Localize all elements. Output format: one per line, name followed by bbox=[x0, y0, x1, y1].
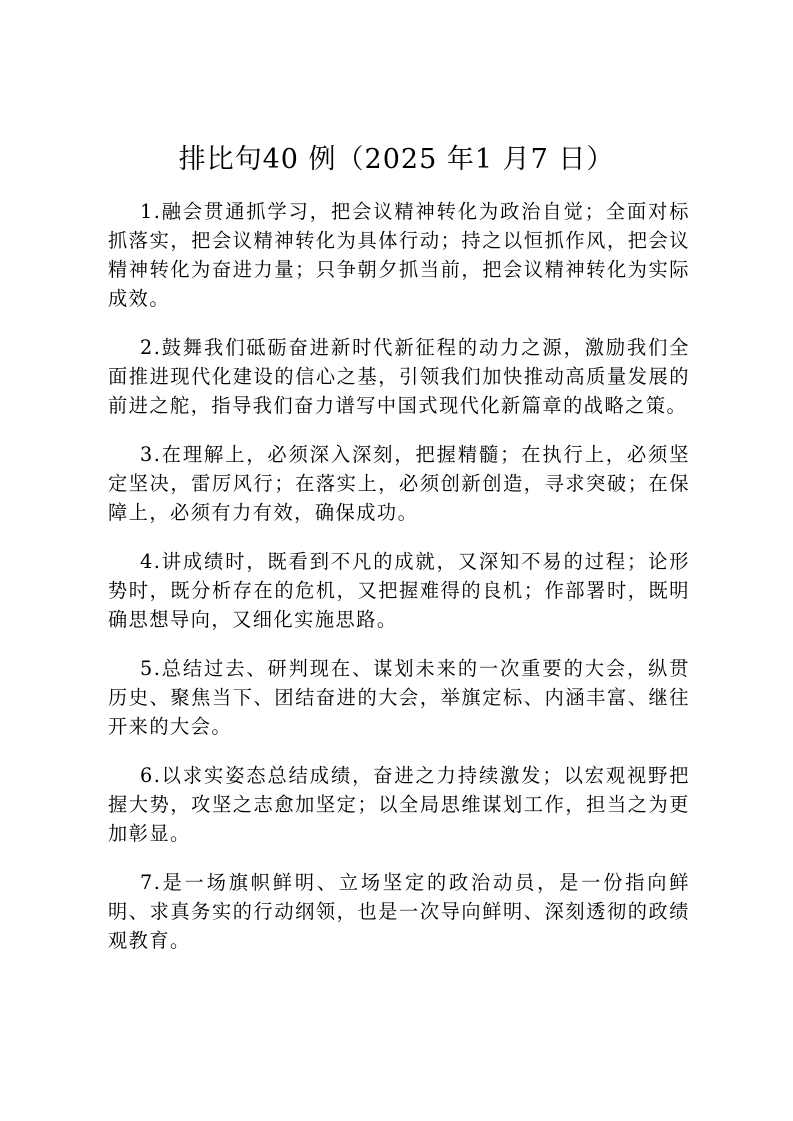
paragraph-7: 7.是一场旗帜鲜明、立场坚定的政治动员，是一份指向鲜明、求真务实的行动纲领，也是一次导向鲜明、深刻透彻的政绩观教育。 bbox=[108, 871, 690, 952]
document-body bbox=[108, 197, 690, 975]
paragraph-3: 3.在理解上，必须深入深刻，把握精髓；在执行上，必须坚定坚决，雷厉风行；在落实上，必须创新创造，寻求突破；在保障上，必须有力有效，确保成功。 bbox=[108, 443, 690, 524]
paragraph-4: 4.讲成绩时，既看到不凡的成就，又深知不易的过程；论形势时，既分析存在的危机，又把握难得的良机；作部署时，既明确思想导向，又细化实施思路。 bbox=[108, 550, 690, 631]
document-title: 排比句40 例（2025 年1 月7 日） bbox=[178, 144, 615, 175]
paragraph-1: 1.融会贯通抓学习，把会议精神转化为政治自觉；全面对标抓落实，把会议精神转化为具体行动；持之以恒抓作风，把会议精神转化为奋进力量；只争朝夕抓当前，把会议精神转化为实际成效。 bbox=[108, 200, 690, 310]
paragraph-6: 6.以求实姿态总结成绩，奋进之力持续激发；以宏观视野把握大势，攻坚之志愈加坚定；以全局思维谋划工作，担当之为更加彰显。 bbox=[108, 764, 690, 845]
paragraph-5: 5.总结过去、研判现在、谋划未来的一次重要的大会，纵贯历史、聚焦当下、团结奋进的大会，举旗定标、内涵丰富、继往开来的大会。 bbox=[108, 657, 690, 738]
paragraph-2: 2.鼓舞我们砥砺奋进新时代新征程的动力之源，激励我们全面推进现代化建设的信心之基，引领我们加快推动高质量发展的前进之舵，指导我们奋力谱写中国式现代化新篇章的战略之策。 bbox=[108, 336, 690, 417]
